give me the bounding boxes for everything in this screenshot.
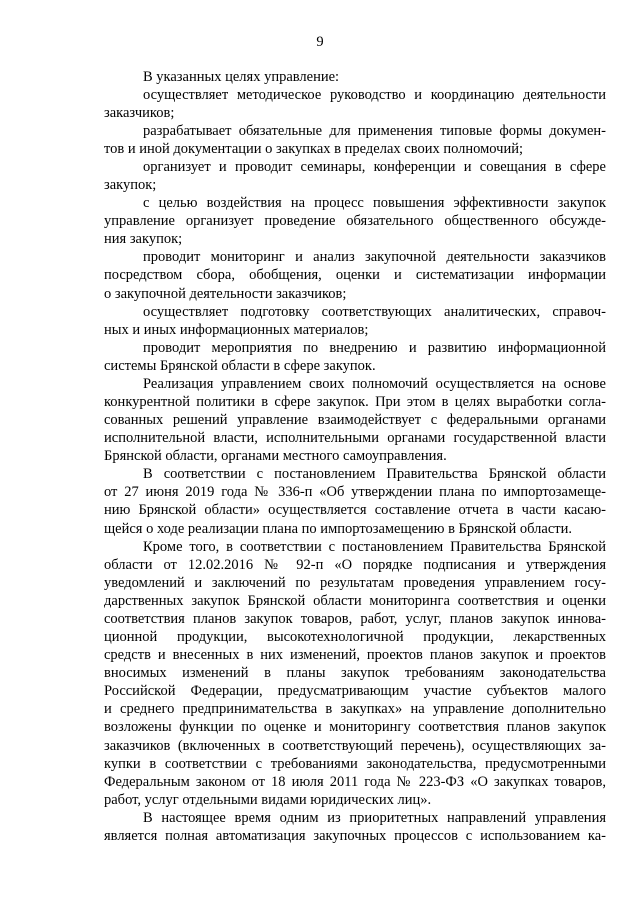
text-line: ния закупок; (104, 231, 183, 248)
text-line: Брянской области, органами местного самоуправления. (104, 448, 447, 465)
text-line: проводит мониторинг и анализ закупочной деятельности заказчиков (143, 249, 606, 266)
text-line: Федеральным законом от 18 июля 2011 года № 223-ФЗ «О закупках товаров, (104, 773, 606, 790)
text-line: ных и иных информационных материалов; (104, 321, 369, 338)
text-line: от 27 июня 2019 года № 336-п «Об утверждении плана по импортозамеще- (104, 484, 606, 501)
text-line: Реализация управлением своих полномочий осуществляется на основе (143, 375, 606, 392)
text-line: посредством сбора, обобщения, оценки и систематизации информации (104, 267, 606, 284)
text-line: средств и внесенных в них изменений, проектов планов закупок и проектов (104, 647, 606, 664)
text-line: тов и иной документации о закупках в пределах своих полномочий; (104, 140, 524, 157)
text-line: работ, услуг отдельными видами юридических лиц». (104, 791, 432, 808)
text-line: Российской Федерации, предусматривающим участие субъектов малого (104, 683, 606, 700)
text-line: Кроме того, в соответствии с постановлением Правительства Брянской (143, 538, 606, 555)
text-line: В соответствии с постановлением Правительства Брянской области (143, 466, 606, 483)
text-line: уведомлений и заключений по результатам проведения управлением госу- (104, 574, 606, 591)
text-line: исполнительной власти, исполнительными органами государственной власти (104, 430, 606, 447)
text-line: В настоящее время одним из приоритетных направлений управления (143, 809, 606, 826)
text-line: сованных решений управление взаимодействует с федеральными органами (104, 412, 606, 428)
text-line: вносимых изменений в планы закупок требованиям законодательства (104, 665, 606, 682)
text-line: о закупочной деятельности заказчиков; (104, 285, 347, 302)
page-number: 9 (316, 34, 324, 50)
text-line: заказчиков (включенных в соответствующий перечень), осуществляющих за- (104, 737, 606, 754)
text-line: возложены функции по оценке и мониторингу соответствия планов закупок (104, 719, 606, 736)
text-line: соответствия планов закупок товаров, работ, услуг, планов закупок иннова- (104, 610, 606, 627)
text-line: нию Брянской области» осуществляется составление отчета в части касаю- (104, 502, 606, 519)
text-line: управление организует проведение обязательного общественного обсужде- (104, 213, 606, 230)
text-line: осуществляет подготовку соответствующих аналитических, справоч- (143, 303, 606, 320)
text-line: заказчиков; (104, 104, 175, 121)
text-line: ционной продукции, высокотехнологичной продукции, лекарственных (104, 629, 606, 645)
text-line: закупок; (104, 177, 157, 193)
text-line: купки в соответствии с требованиями законодательства, предусмотренными (104, 755, 606, 772)
text-line: проводит мероприятия по внедрению и развитию информационной (143, 339, 606, 356)
text-line: В указанных целях управление: (143, 68, 340, 85)
text-line: организует и проводит семинары, конференции и совещания в сфере (143, 158, 606, 175)
text-line: щейся о ходе реализации плана по импортозамещению в Брянской области. (104, 520, 573, 537)
text-line: и среднего предпринимательства в закупках» на управление дополнительно (104, 701, 606, 718)
text-line: разрабатывает обязательные для применения типовые формы докумен- (143, 122, 606, 139)
text-line: области от 12.02.2016 № 92-п «О порядке подписания и утверждения (104, 556, 606, 573)
text-line: осуществляет методическое руководство и координацию деятельности (143, 86, 606, 103)
text-line: конкурентной политики в сфере закупок. При этом в целях выработки согла- (104, 393, 606, 410)
text-line: системы Брянской области в сфере закупок. (104, 357, 376, 374)
text-line: дарственных закупок Брянской области мониторинга соответствия и оценки (104, 592, 606, 609)
text-line: является полная автоматизация закупочных процессов с использованием ка- (104, 827, 606, 844)
text-line: с целью воздействия на процесс повышения эффективности закупок (143, 195, 606, 212)
